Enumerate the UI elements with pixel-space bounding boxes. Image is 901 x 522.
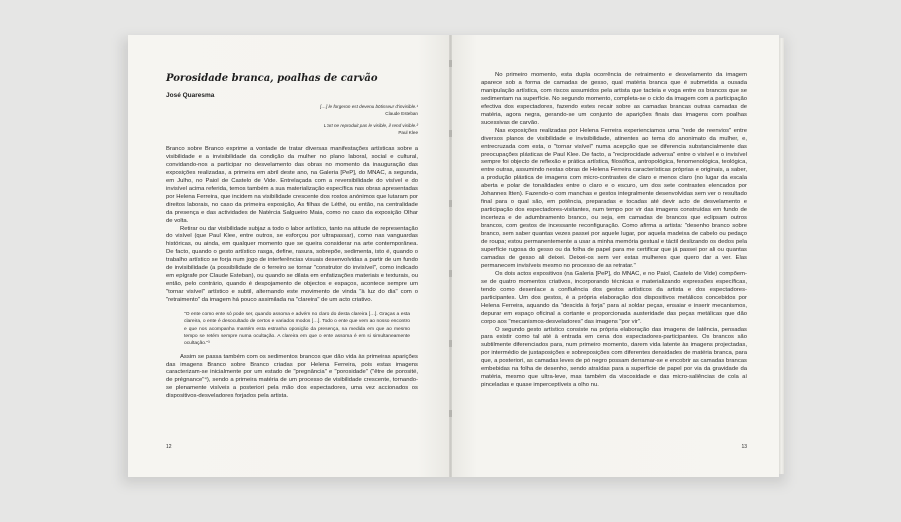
right-page [451, 35, 779, 477]
left-page [128, 35, 450, 477]
article-title: Porosidade branca, poalhas de carvão [166, 73, 378, 84]
right-paragraph-3: Os dois actos expositivos (na Galeria [PeP], do MNAC, e no Paiol, Castelo de Vide) compõem-se de quatro momentos criativos, incorporando técnicas e materializando expressões específicas, tendo como desenlace a confluência dos gestos artísticos da artista e dos espectadores-participantes. Um dos gestos, é a própria elaboração dos dispositivos metálicos concebidos por Helena Ferreira, aquando da "descida à forja" para aí soldar peças, ensaiar e inserir mecanismos, depurar em espaço oficinal a cortante e proporcionada austeridade das peças metálicas que dão corpo aos "mecanismos-desveladores" das imagens "por vir". [481, 270, 747, 325]
right-paragraph-1: No primeiro momento, esta dupla ocorrência de retraimento e desvelamento da imagem aparece sob a forma de camadas de gesso, qual matéria branca que é submetida a ousada manipulação artística, com riscos assumidos pela artista que tacteia e voga entre os brancos que se sedimentam na superfície. No segundo momento, completa-se o ciclo da imagem com a participação efectiva dos espectadores, fazendo estes recair sobre as camadas brancas outras camadas de matéria, agora negra, gerando-se um conjunto de aparições finais das imagens com poalhas sucessivas de carvão. [481, 72, 747, 126]
article-author: José Quaresma [166, 92, 215, 99]
epigraph-1-text: […] le forgeron est devenu bötisseur d'invisible.¹ [320, 104, 418, 109]
binding-stitch [449, 200, 452, 207]
epigraph-1-source: Claude Esteban [385, 111, 418, 116]
epigraph-2 [166, 122, 418, 136]
epigraph-klee-esteban [166, 103, 418, 117]
epigraph-2-source: Paul Klee [398, 130, 418, 135]
right-paragraph-2: Nas exposições realizadas por Helena Ferreira experienciamos uma "rede de reenvios" entre diversos planos de visibilidade e invisibilidade, atinentes ao tema do anonimato da mulher, e, entrecruzada com esta, o "tornar visível" numa acepção que se diferencia substancialmente das preocupações plásticas de Paul Klee. De facto, a "reciprocidade adversa" entre o visível e o invisível sempre foi objecto de reflexão e prática artística, filosófica, antropológica, fenomenológica, teológica, entre outras, assumindo nestas obras de Helena Ferreira características próprias e originais, a saber, a produção plástica de imagens com micro-contrastes de claro e menos claro (no lugar da escala aberta e polar de tonalidades entre o claro e o escuro, um dos sete contrastes elencados por Johannes Itten). Fazendo-o com manchas e gestos integralmente desenvolvidas sem ver o resultado final para o qual são, em potência, preparadas e tocadas até devir acto de desvelamento e participação dos espectadores-visitantes, num tempo por vir das imagens construídas em fundo de incerteza e de adumbramento branco, ou seja, em camadas de brancos que eclipsam outros brancos, com gestos de incessante reconfiguração. Como afirma a artista: "desenho branco sobre branco, sem saber quantas vezes passei por aquele lugar, por aquela madeixa de cabelo ou pedaço de roupa; estou permanentemente a usar a minha memória gestual e táctil deslizando os dedos pela superfície rugosa do gesso ou da folha de papel para me certificar que já passei por ali ou quantas camadas de gesso ali deixei. Deixei-os sem ver estas mulheres que quero dar a ver. Elas permanecem invisíveis mesmo no processo de as retratar." [481, 127, 747, 269]
right-paragraph-4: O segundo gesto artístico consiste na própria elaboração das imagens de latência, pensadas para existir como tal até à entrada em cena dos espectadores-participantes. Os brancos são subtilmente diferenciados para, num primeiro momento, darem vida latente às imagens projectadas, por intermédio de justaposições e sobreposições com diferentes densidades de matéria branca, para que, a posteriori, as camadas leves de pó negro possam derramar-se e encobrir as camadas brancas embebidas na folha de desenho, sendo atraídas para a superfície de papel por via da gravidade da matéria, mesmo que ultra-leve, mas também da viscosidade e das micro-saliências de cola aí pinceladas e quase imperceptíveis a olho nu. [481, 326, 747, 389]
page-stack-edge [779, 38, 784, 474]
left-paragraph-2: Retirar ou dar visibilidade subjaz a todo o labor artístico, tanto na atitude de representação do visível (que Paul Klee, entre outros, se esforçou por ultrapassar), como nas vanguardas históricas, ou ainda, em qualquer momento que se queira considerar na arte contemporânea. De facto, quando o gesto artístico rasga, define, rasura, sobrepõe, sedimenta, isto é, quando o trabalho artístico se forja num jogo de interferências visuais desenvolvidas a partir de um fundo de invisibilidade (a possibilidade de o ferreiro se tornar "construtor do invisível", como indicado em epígrafe por Claude Esteban), ou quando se dilata em enfatizações materiais e texturais, ou então, pelo contrário, quando é despojamento de objectos e espaços, acontece sempre um "tornar visível" artístico e subtil, alternando este movimento de vinda "à luz do dia" com o "retraimento" da imagem há pouco assimilada na "clareira" de um acto criativo. [166, 225, 418, 304]
binding-stitch [449, 60, 452, 67]
epigraph-2-text: L'art ne reproduit pas le visible, il rend visible.² [323, 123, 418, 128]
left-paragraph-1: Branco sobre Branco exprime a vontade de tratar diversas manifestações artísticas sobre a visibilidade e a invisibilidade da condição da mulher no plano laboral, social e cultural, convidando-nos a participar no desvelamento das obras no momento da inauguração das exposições realizadas, a primeira em abril deste ano, na Galeria [PeP], do MNAC, a segunda, em Julho, no Paiol de Castelo de Vide. Entrelaçada com a reversibilidade do visível e do invisível acima referida, temos também a sua materialização específica nas obras apresentadas por Helena Ferreira, que incidem na visibilidade crescente dos rostos anónimos que lutaram por direitos laborais, no caso da primeira exposição, As filhas de Léthé, ou então, na centralidade da presença e das actividades de Natércia Salgueiro Maia, como no caso da exposição Olhar de volta. [166, 146, 418, 224]
binding-stitch [449, 340, 452, 347]
left-page-number: 12 [166, 444, 172, 450]
binding-stitch [449, 270, 452, 277]
binding-stitch [449, 130, 452, 137]
left-page-text-block [166, 73, 418, 401]
right-page-text-block [481, 72, 747, 390]
right-page-number: 13 [741, 444, 747, 450]
left-paragraph-3: Assim se passa também com os sedimentos brancos que dão vida às primeiras aparições das imagens Branco sobre Branco criadas por Helena Ferreira, pois estas imagens caracterizam-se inicialmente por um estado de "pregnância" e "porosidade" ("être de porosité, de prégnance"⁴), sendo a primeira matéria de um processo de visibilidade crescente, tornando-se plenamente visíveis a posteriori pela mão dos espectadores, uma vez accionados os dispositivos-desveladores forjados pela artista. [166, 353, 418, 400]
heidegger-quote: "O ente como ente só pode ser, quando assoma e advém no claro do desta clareira […]. Graças a esta clareira, o ente é desocultado de certos e variados modos […]. Todo o ente que vem ao nosso encontro e que nos acompanha mantém esta estranha oposição da presença, na medida em que ao mesmo tempo se retém sempre numa ocultação. A clareira em que o ente assoma é em si simultaneamente ocultação."³ [184, 312, 410, 347]
binding-stitch [449, 410, 452, 417]
